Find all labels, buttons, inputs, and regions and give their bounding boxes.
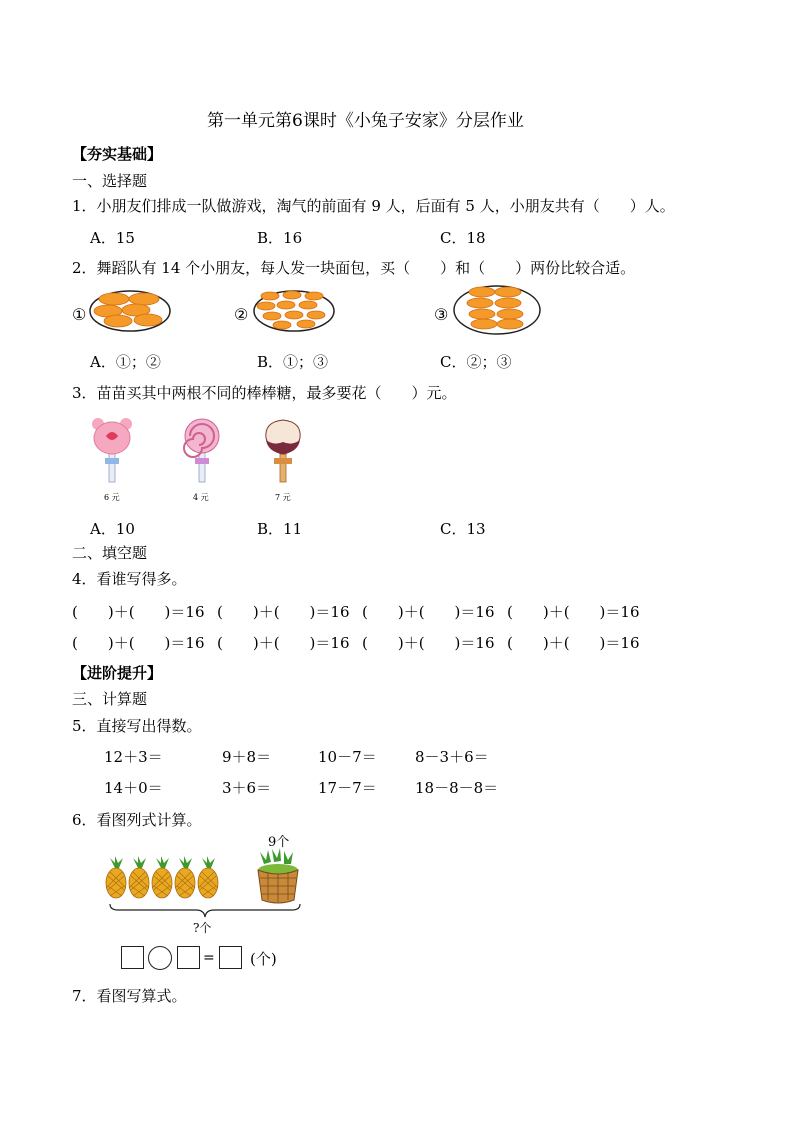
q1-option-c: C．18 [440, 229, 486, 247]
q5-expr-5: 14＋0＝ [104, 779, 163, 797]
q3-stem: 3．苗苗买其中两根不同的棒棒糖，最多要花（ ）元。 [72, 384, 457, 402]
q4-blank-1: ( )＋( )＝16 [72, 603, 205, 621]
q4-blank-5: ( )＋( )＝16 [72, 634, 205, 652]
q4-blank-3: ( )＋( )＝16 [362, 603, 495, 621]
q7-stem: 7．看图写算式。 [72, 987, 187, 1005]
page-title: 第一单元第6课时《小兔子安家》分层作业 [207, 111, 524, 131]
q5-stem: 5．直接写出得数。 [72, 717, 202, 735]
lollipop-swirl-image [180, 416, 224, 490]
q5-expr-4: 8－3＋6＝ [415, 748, 489, 766]
q2-stem: 2．舞蹈队有 14 个小朋友，每人发一块面包，买（ ）和（ ）两份比较合适。 [72, 259, 636, 277]
q5-expr-6: 3＋6＝ [222, 779, 272, 797]
lollipop-bear-image [90, 416, 134, 490]
q4-blank-8: ( )＋( )＝16 [507, 634, 640, 652]
q4-blank-2: ( )＋( )＝16 [217, 603, 350, 621]
q4-blank-7: ( )＋( )＝16 [362, 634, 495, 652]
answer-box-result[interactable] [219, 946, 242, 969]
q2-option-a: A．①；② [90, 353, 161, 371]
part-choice-heading: 一、选择题 [72, 172, 148, 190]
bread-plate-image-1 [88, 284, 172, 334]
q5-expr-7: 17－7＝ [318, 779, 377, 797]
total-brace [108, 902, 302, 918]
q4-stem: 4．看谁写得多。 [72, 570, 187, 588]
bread-plate-image-3 [452, 280, 542, 336]
q1-stem: 1．小朋友们排成一队做游戏，淘气的前面有 9 人，后面有 5 人，小朋友共有（ ）人。 [72, 197, 675, 215]
plate-label-2: ② [234, 305, 249, 324]
basket-count-label: 9个 [268, 835, 290, 850]
unit-label: (个) [250, 950, 277, 968]
q3-option-a: A．10 [90, 520, 135, 538]
q3-option-c: C．13 [440, 520, 486, 538]
q2-option-b: B．①；③ [257, 353, 329, 371]
answer-box-1[interactable] [121, 946, 144, 969]
bread-plate-image-2 [252, 284, 336, 334]
price-label-2: 4 元 [193, 493, 209, 502]
price-label-3: 7 元 [275, 493, 291, 502]
total-unknown-label: ?个 [193, 921, 212, 935]
q5-expr-2: 9＋8＝ [222, 748, 272, 766]
part-fill-heading: 二、填空题 [72, 544, 148, 562]
operator-circle[interactable] [148, 946, 172, 970]
q4-blank-6: ( )＋( )＝16 [217, 634, 350, 652]
lollipop-icecream-image [260, 414, 306, 490]
q1-option-b: B．16 [257, 229, 303, 247]
q5-expr-3: 10－7＝ [318, 748, 377, 766]
q2-option-c: C．②；③ [440, 353, 512, 371]
q5-expr-8: 18－8－8＝ [415, 779, 499, 797]
plate-label-3: ③ [434, 305, 449, 324]
q4-blank-4: ( )＋( )＝16 [507, 603, 640, 621]
pineapples-image [104, 854, 224, 900]
q6-stem: 6．看图列式计算。 [72, 811, 202, 829]
part-calc-heading: 三、计算题 [72, 690, 148, 708]
q1-option-a: A．15 [90, 229, 135, 247]
plate-label-1: ① [72, 305, 87, 324]
equals-sign: = [203, 950, 215, 966]
pineapple-basket-image [254, 848, 302, 904]
q3-option-b: B．11 [257, 520, 303, 538]
price-label-1: 6 元 [104, 493, 120, 502]
answer-box-2[interactable] [177, 946, 200, 969]
section-basic-heading: 【夯实基础】 [72, 145, 163, 163]
section-advanced-heading: 【进阶提升】 [72, 664, 163, 682]
q5-expr-1: 12＋3＝ [104, 748, 163, 766]
